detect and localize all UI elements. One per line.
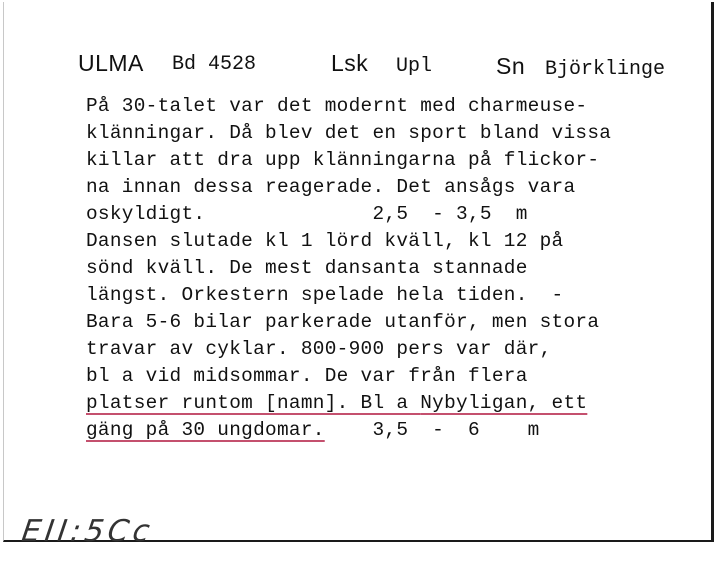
underlined-segment: platser runtom [namn]. Bl a — [86, 392, 421, 414]
text-line: sönd kväll. De mest dansanta stannade — [86, 257, 528, 279]
text-line: På 30-talet var det modernt med charmeuse- — [86, 95, 588, 117]
province-value: Upl — [396, 55, 433, 78]
parish-label: Sn — [496, 53, 526, 79]
province-label: Lsk — [331, 50, 369, 76]
scan-bottom-margin — [0, 552, 724, 571]
text-line: killar att dra upp klänningarna på flickor- — [86, 149, 600, 171]
text-line: Bara 5-6 bilar parkerade utanför, men stora — [86, 311, 600, 333]
underlined-segment-team: Nybyligan, ett — [420, 392, 588, 414]
parish-value: Björklinge — [545, 58, 666, 81]
text-line-underlined — [86, 390, 706, 417]
text-line: längst. Orkestern spelade hela tiden. - — [86, 284, 564, 306]
text-line: klänningar. Då blev det en sport bland vissa — [86, 122, 612, 144]
text-line: na innan dessa reagerade. Det ansågs vara — [86, 176, 576, 198]
text-line: oskyldigt. 2,5 - 3,5 m — [86, 203, 528, 225]
text-line-underlined — [86, 417, 706, 444]
text-line: Dansen slutade kl 1 lörd kväll, kl 12 på — [86, 230, 564, 252]
age-range-note: 3,5 - 6 m — [324, 419, 540, 441]
text-line: travar av cyklar. 800-900 pers var där, — [86, 338, 552, 360]
archive-record-number: Bd 4528 — [172, 53, 257, 76]
card-header — [78, 50, 698, 86]
text-line: bl a vid midsommar. De var från flera — [86, 365, 528, 387]
underlined-segment: gäng på 30 ungdomar. — [86, 419, 325, 441]
typed-record-text — [86, 93, 706, 444]
handwritten-classification-code: EII:5Cc — [19, 514, 156, 549]
archive-label: ULMA — [78, 50, 144, 76]
